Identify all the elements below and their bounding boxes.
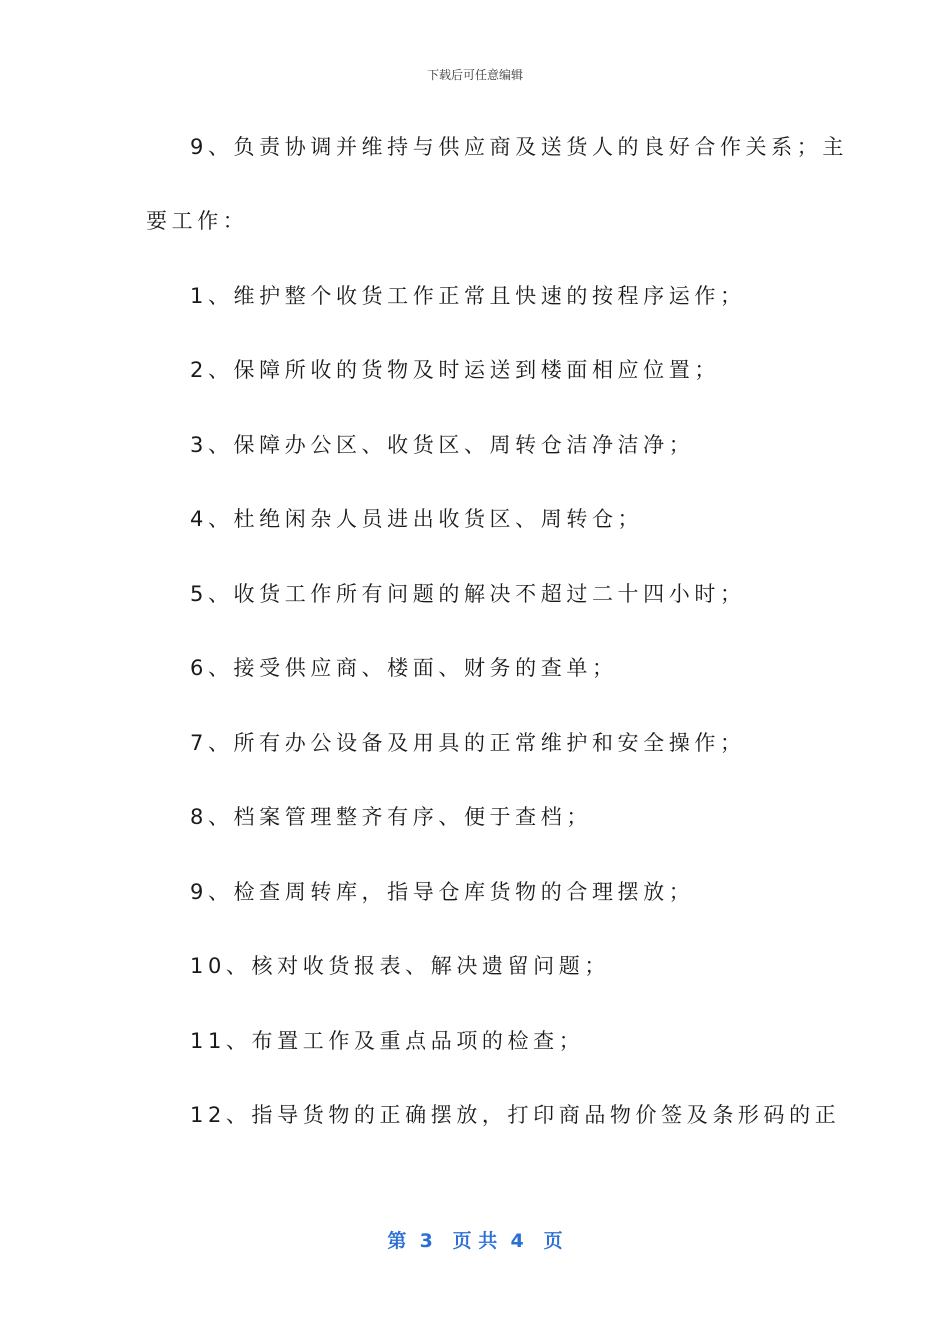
page-number-footer: 第 3 页 共 4 页 (387, 1230, 563, 1252)
list-item: 1、维护整个收货工作正常且快速的按程序运作； (190, 284, 746, 308)
list-item: 11、布置工作及重点品项的检查； (190, 1029, 585, 1053)
list-item: 4、杜绝闲杂人员进出收货区、周转仓； (190, 507, 644, 531)
list-item: 2、保障所收的货物及时运送到楼面相应位置； (190, 358, 720, 382)
paragraph-line: 9、负责协调并维持与供应商及送货人的良好合作关系；主 (190, 135, 848, 159)
list-item: 8、档案管理整齐有序、便于查档； (190, 805, 592, 829)
list-item: 3、保障办公区、收货区、周转仓洁净洁净； (190, 433, 695, 457)
list-item: 7、所有办公设备及用具的正常维护和安全操作； (190, 731, 746, 755)
list-item: 12、指导货物的正确摆放，打印商品物价签及条形码的正 (190, 1103, 841, 1127)
list-item: 6、接受供应商、楼面、财务的查单； (190, 656, 618, 680)
list-item: 10、核对收货报表、解决遗留问题； (190, 954, 610, 978)
list-item: 5、收货工作所有问题的解决不超过二十四小时； (190, 582, 746, 606)
paragraph-line: 要工作： (146, 209, 249, 233)
page-header: 下载后可任意编辑 (426, 68, 523, 82)
list-item: 9、检查周转库，指导仓库货物的合理摆放； (190, 880, 695, 904)
